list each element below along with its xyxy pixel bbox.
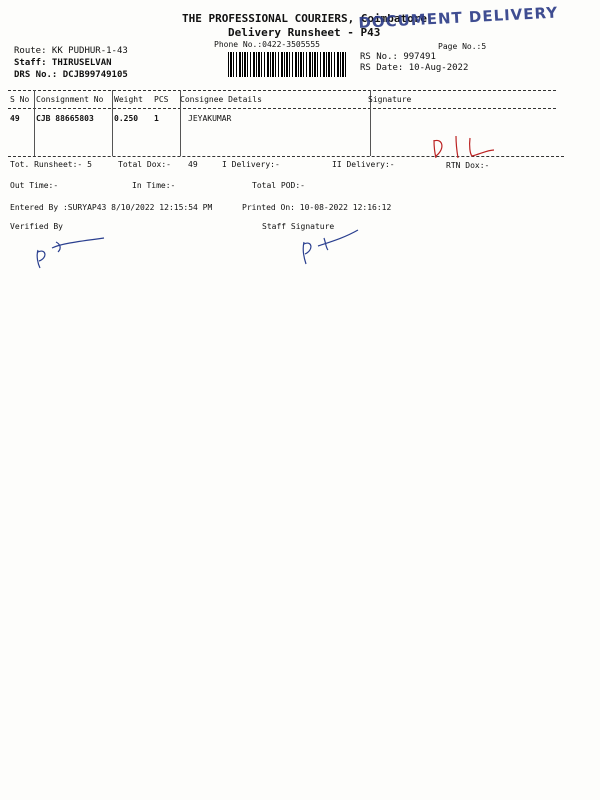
phone-number: Phone No.:0422-3505555 [214,40,320,49]
column-header-sno: S No [10,95,30,104]
company-name: THE PROFESSIONAL COURIERS, Coimbatore [182,12,428,25]
page-number: Page No.:5 [438,42,487,51]
rs-date: RS Date: 10-Aug-2022 [360,63,469,73]
column-header-pcs: PCS [154,95,169,104]
column-header-consignee: Consignee Details [180,95,262,104]
total-runsheet: Tot. Runsheet:- 5 [10,160,92,169]
route: Route: KK PUDHUR-1-43 [14,46,128,56]
column-divider [112,90,113,156]
barcode [228,52,346,77]
table-header-rule [8,108,556,109]
verifier-signature [30,234,110,274]
cell-sno: 49 [10,114,20,123]
drs-number: DRS No.: DCJB99749105 [14,70,128,80]
total-pod: Total POD:- [252,181,305,190]
column-header-consignment: Consignment No [36,95,104,104]
cell-consignee: JEYAKUMAR [188,114,232,123]
i-delivery: I Delivery:- [222,160,280,169]
ii-delivery: II Delivery:- [332,160,395,169]
verified-by-label: Verified By [10,222,63,231]
out-time: Out Time:- [10,181,59,190]
staff-signature [296,228,366,268]
rtn-dox: RTN Dox:- [446,161,490,170]
total-dox-label: Total Dox:- [118,160,171,169]
entered-by: Entered By :SURYAP43 8/10/2022 12:15:54 PM [10,203,213,212]
cell-weight: 0.250 [114,114,139,123]
rs-number: RS No.: 997491 [360,52,436,62]
document-delivery-stamp: DOCUMENT DELIVERY [358,3,559,32]
table-top-rule [8,90,556,91]
column-header-weight: Weight [114,95,143,104]
staff-signature-label: Staff Signature [262,222,335,231]
runsheet-title: Delivery Runsheet - P43 [228,26,381,39]
in-time: In Time:- [132,181,176,190]
column-divider [34,90,35,156]
cell-pcs: 1 [154,114,159,123]
printed-on: Printed On: 10-08-2022 12:16:12 [242,203,392,212]
cell-consignment: CJB 88665803 [36,114,94,123]
total-dox-value: 49 [188,160,198,169]
column-header-signature: Signature [368,95,412,104]
staff-name: Staff: THIRUSELVAN [14,58,112,68]
handwritten-delivery-mark [430,134,500,164]
